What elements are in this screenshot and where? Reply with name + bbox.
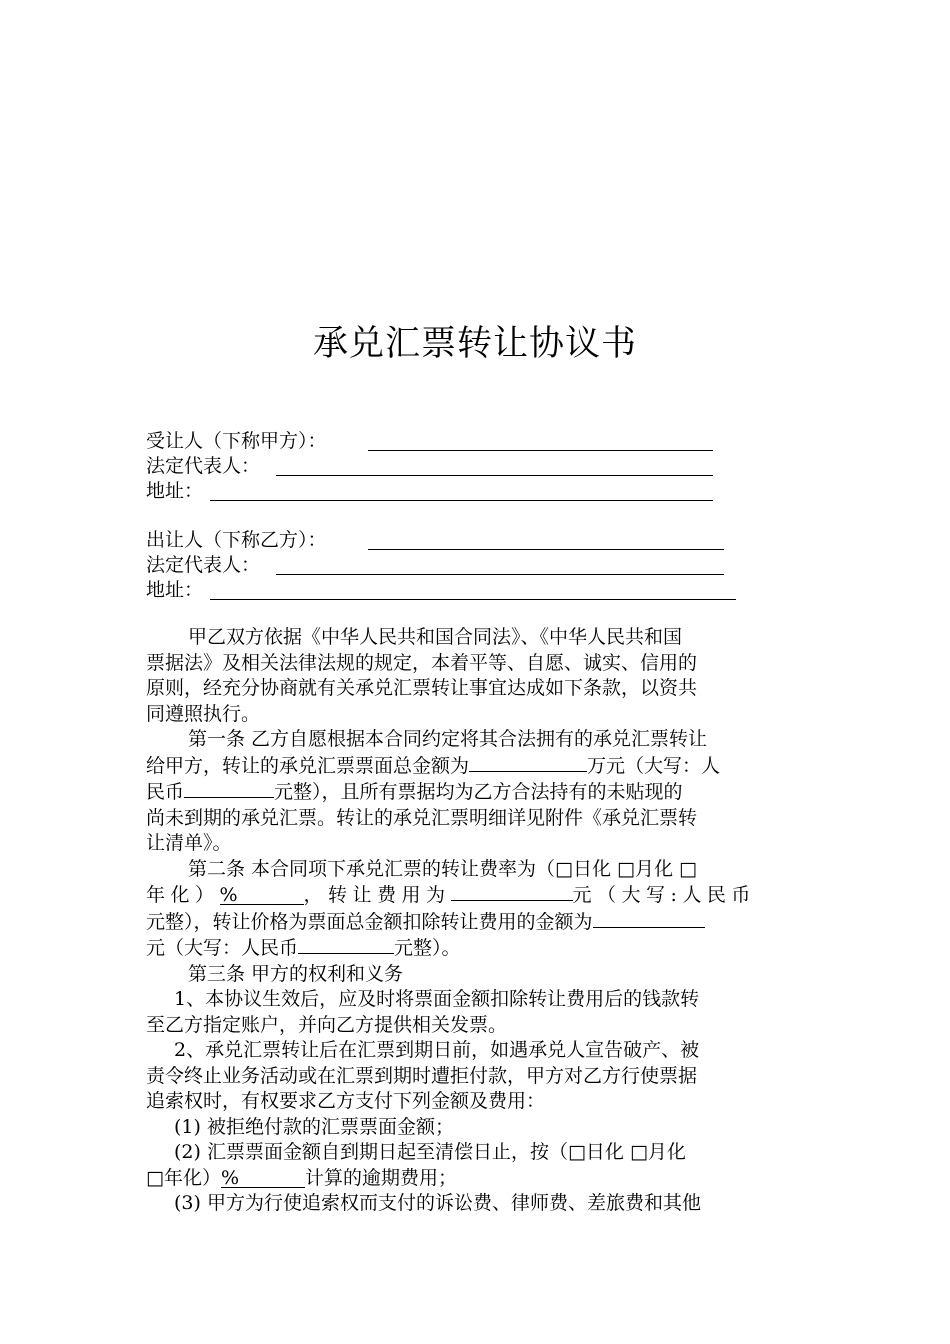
article-3-subitem: □年化）% 计算的逾期费用； (146, 1166, 457, 1189)
overdue-rate-blank[interactable]: % (221, 1169, 305, 1188)
agreement-body (146, 625, 804, 1217)
article-3-heading: 第三条 甲方的权利和义务 (188, 962, 404, 985)
article-2-line: 年化）% ，转让费用为 元（大写:人民币 (146, 884, 756, 906)
article-2-line: 元（大写：人民币 元整）。 (146, 937, 461, 959)
article-1-line: 给甲方，转让的承兑汇票票面总金额为 万元（大写：人 (146, 754, 721, 777)
article-1-line: 第一条 乙方自愿根据本合同约定将其合法拥有的承兑汇票转让 (188, 728, 708, 750)
party-b-rep-label: 法定代表人： (146, 554, 261, 576)
article-3-subitem: (1) 被拒绝付款的汇票票面金额； (174, 1115, 454, 1138)
party-b-name-row (146, 527, 327, 553)
fee-rate-blank[interactable]: % (220, 886, 304, 905)
article-1-line: 尚未到期的承兑汇票。转让的承兑汇票明细详见附件《承兑汇票转 (146, 806, 698, 829)
party-a-rep-blank[interactable] (276, 475, 713, 476)
party-a-rep-label: 法定代表人： (146, 455, 261, 477)
article-3-line: 追索权时，有权要求乙方支付下列金额及费用： (146, 1090, 546, 1112)
article-3-line: 责令终止业务活动或在汇票到期时遭拒付款，甲方对乙方行使票据 (146, 1064, 698, 1087)
party-a-addr-label: 地址： (146, 480, 204, 502)
article-1 (146, 727, 804, 857)
document-title: 承兑汇票转让协议书 (312, 324, 637, 364)
party-b-name-label: 出让人（下称乙方）： (146, 529, 327, 551)
preamble-line: 原则，经充分协商就有关承兑汇票转让事宜达成如下条款，以资共 (146, 677, 698, 699)
preamble-line: 票据法》及相关法律法规的规定，本着平等、自愿、诚实、信用的 (146, 651, 698, 674)
party-a-name-row (146, 428, 327, 454)
party-a-rep-row (146, 453, 260, 479)
article-3-subitem: (3) 甲方为行使追索权而支付的诉讼费、律师费、差旅费和其他 (174, 1192, 701, 1214)
article-2-line: 元整），转让价格为票面总金额扣除转让费用的金额为 (146, 909, 804, 936)
party-b-addr-row (146, 577, 203, 603)
party-b-rep-row (146, 552, 260, 578)
preamble-line: 甲乙双方依据《中华人民共和国合同法》、《中华人民共和国 (188, 626, 683, 648)
article-3-line: 2、承兑汇票转让后在汇票到期日前，如遇承兑人宣告破产、被 (174, 1039, 700, 1061)
party-a-name-blank[interactable] (368, 450, 713, 451)
total-amount-blank[interactable] (469, 753, 587, 772)
party-a-addr-blank[interactable] (210, 500, 713, 501)
total-amount-words-blank[interactable] (184, 779, 274, 798)
article-1-line: 民币 元整），且所有票据均为乙方合法持有的未贴现的 (146, 781, 683, 803)
article-3 (146, 962, 804, 1217)
transfer-price-words-blank[interactable] (298, 935, 394, 954)
article-3-line: 至乙方指定账户，并向乙方提供相关发票。 (146, 1013, 508, 1036)
party-a-name-label: 受让人（下称甲方）： (146, 430, 327, 452)
article-3-subitem: (2) 汇票票面金额自到期日起至清偿日止，按（□日化 □月化 (174, 1141, 686, 1163)
preamble (146, 625, 804, 727)
party-b-addr-label: 地址： (146, 579, 204, 601)
article-2 (146, 857, 804, 962)
transfer-price-blank[interactable] (593, 909, 705, 928)
article-1-line: 让清单》。 (146, 832, 232, 854)
party-b-rep-blank[interactable] (276, 574, 724, 575)
preamble-line: 同遵照执行。 (146, 702, 261, 725)
fee-amount-blank[interactable] (451, 882, 573, 901)
party-a-addr-row (146, 478, 203, 504)
article-3-line: 1、本协议生效后，应及时将票面金额扣除转让费用后的钱款转 (174, 988, 700, 1010)
party-b-addr-blank[interactable] (210, 599, 736, 600)
article-2-line: 第二条 本合同项下承兑汇票的转让费率为（□日化 □月化 □ (188, 857, 697, 880)
party-b-name-blank[interactable] (368, 549, 724, 550)
